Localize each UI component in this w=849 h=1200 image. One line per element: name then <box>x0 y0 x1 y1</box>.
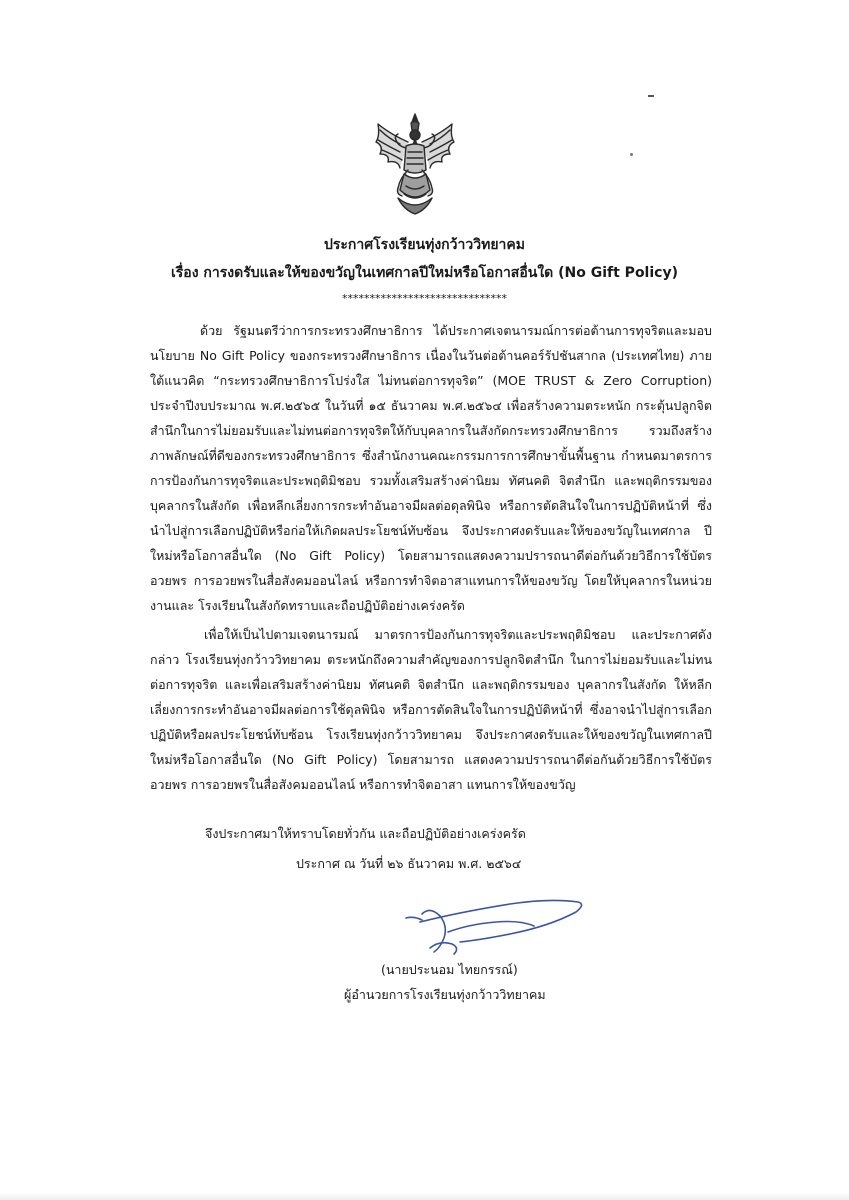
scan-speck <box>648 95 654 97</box>
signature-icon <box>400 882 590 962</box>
scan-speck <box>630 153 633 156</box>
title-separator: ****************************** <box>342 292 507 305</box>
closing-line: จึงประกาศมาให้ทราบโดยทั่วกัน และถือปฏิบัติอย่างเคร่งครัด <box>205 826 526 841</box>
document-subject: เรื่อง การงดรับและให้ของขวัญในเทศกาลปีใหม่หรือโอกาสอื่นใด (No Gift Policy) <box>171 265 678 281</box>
scan-bottom-edge <box>0 1192 849 1200</box>
date-line: ประกาศ ณ วันที่ ๒๖ ธันวาคม พ.ศ. ๒๕๖๔ <box>296 856 522 871</box>
document-title: ประกาศโรงเรียนทุ่งกว้าววิทยาคม <box>324 237 525 253</box>
body-paragraph-1: ด้วย รัฐมนตรีว่าการกระทรวงศึกษาธิการ ได้ประกาศเจตนารมณ์การต่อต้านการทุจริตและมอบนโยบาย No Gift Policy ของกระทรวงศึกษาธิการ เนื่องในวันต่อต้านคอร์รัปชันสากล (ประเทศไทย) ภายใต้แนวคิด “กระทรวงศึกษาธิการโปร่งใส ไม่ทนต่อการทุจริต” (MOE TRUST & Zero Corruption) ประจำปีงบประมาณ พ.ศ.๒๕๖๕ ในวันที่ ๑๕ ธันวาคม พ.ศ.๒๕๖๔ เพื่อสร้างความตระหนัก กระตุ้นปลูกจิตสำนึกในการไม่ยอมรับและไม่ทนต่อการทุจริตให้กับบุคลากรในสังกัดกระทรวงศึกษาธิการ รวมถึงสร้าง ภาพลักษณ์ที่ดีของกระทรวงศึกษาธิการ ซึ่งสำนักงานคณะกรรมการการศึกษาขั้นพื้นฐาน กำหนดมาตรการ การป้องกันการทุจริตและประพฤติมิชอบ รวมทั้งเสริมสร้างค่านิยม ทัศนคติ จิตสำนึก และพฤติกรรมของ บุคลากรในสังกัด เพื่อหลีกเลี่ยงการกระทำอันอาจมีผลต่อดุลพินิจ หรือการตัดสินใจในการปฏิบัติหน้าที่ ซึ่งนำไปสู่การเลือกปฏิบัติหรือก่อให้เกิดผลประโยชน์ทับซ้อน จึงประกาศงดรับและให้ของขวัญในเทศกาล ปีใหม่หรือโอกาสอื่นใด (No Gift Policy) โดยสามารถแสดงความปรารถนาดีต่อกันด้วยวิธีการใช้บัตรอวยพร การอวยพรในสื่อสังคมออนไลน์ หรือการทำจิตอาสาแทนการให้ของขวัญ โดยให้บุคลากรในหน่วยงานและ โรงเรียนในสังกัดทราบและถือปฏิบัติอย่างเคร่งครัด <box>150 323 712 613</box>
garuda-emblem-icon <box>370 112 460 217</box>
signer-name: (นายประนอม ไทยกรรณ์) <box>381 962 518 977</box>
signer-title: ผู้อำนวยการโรงเรียนทุ่งกว้าววิทยาคม <box>344 987 546 1002</box>
body-paragraph-2: เพื่อให้เป็นไปตามเจตนารมณ์ มาตรการป้องกันการทุจริตและประพฤติมิชอบ และประกาศดังกล่าว โรงเรียนทุ่งกว้าววิทยาคม ตระหนักถึงความสำคัญของการปลูกจิตสำนึก ในการไม่ยอมรับและไม่ทนต่อการทุจริต และเพื่อเสริมสร้างค่านิยม ทัศนคติ จิตสำนึก และพฤติกรรมของ บุคลากรในสังกัด ให้หลีกเลี่ยงการกระทำอันอาจมีผลต่อการใช้ดุลพินิจ หรือการตัดสินใจในการปฏิบัติหน้าที่ ซึ่งอาจนำไปสู่การเลือกปฏิบัติหรือผลประโยชน์ทับซ้อน โรงเรียนทุ่งกว้าววิทยาคม จึงประกาศงดรับและให้ของขวัญในเทศกาลปีใหม่หรือโอกาสอื่นใด (No Gift Policy) โดยสามารถ แสดงความปรารถนาดีต่อกันด้วยวิธีการใช้บัตรอวยพร การอวยพรในสื่อสังคมออนไลน์ หรือการทำจิตอาสา แทนการให้ของขวัญ <box>150 627 712 792</box>
